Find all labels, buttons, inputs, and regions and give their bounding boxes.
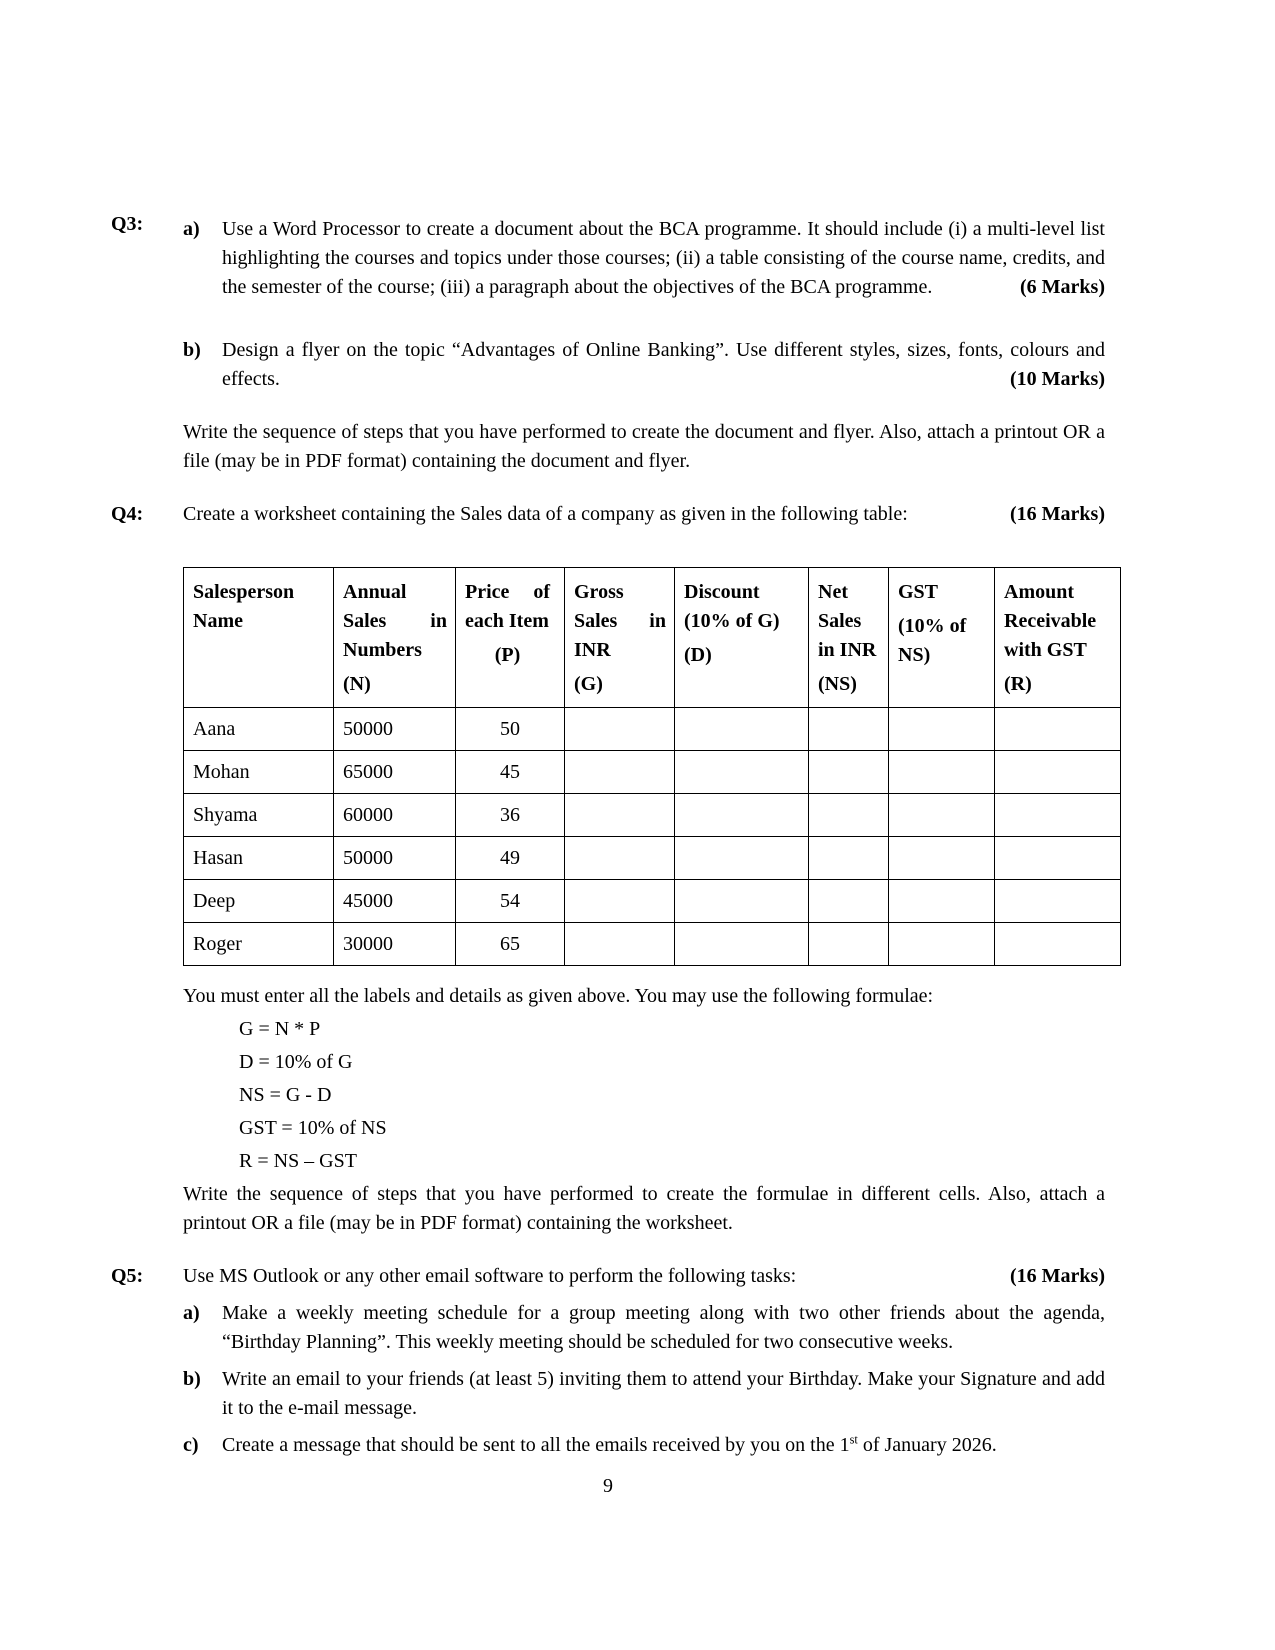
q5-item-c-text <box>222 1431 1105 1460</box>
table-cell <box>675 880 809 923</box>
table-cell <box>995 837 1121 880</box>
table-cell <box>889 708 995 751</box>
q3-item-a-marks: (6 Marks) <box>1020 276 1105 298</box>
formula-line: NS = G - D <box>239 1084 332 1106</box>
table-cell: Shyama <box>184 794 334 837</box>
q3-item-b <box>183 336 1105 394</box>
table-cell <box>809 837 889 880</box>
table-cell <box>889 880 995 923</box>
question-q5-body <box>183 1262 1105 1460</box>
table-cell: Mohan <box>184 751 334 794</box>
question-q5 <box>111 1262 1105 1460</box>
q5-item-c-suffix: of January 2026. <box>857 1434 997 1456</box>
table-cell: Aana <box>184 708 334 751</box>
q5-item-a-text: Make a weekly meeting schedule for a group meeting along with two other friends about the agenda, “Birthday Planning”. This weekly meeting should be scheduled for two consecutive weeks. <box>222 1302 1105 1353</box>
q4-note2: Write the sequence of steps that you have performed to create the formulae in different cells. Also, attach a printout OR a file (may be in PDF format) containing the worksheet. <box>183 1183 1105 1234</box>
q4-note: You must enter all the labels and details as given above. You may use the following formulae: <box>183 985 934 1007</box>
table-cell <box>675 837 809 880</box>
table-cell: 50000 <box>334 708 456 751</box>
table-cell: 65000 <box>334 751 456 794</box>
table-cell <box>565 794 675 837</box>
table-cell <box>995 794 1121 837</box>
table-cell <box>565 837 675 880</box>
table-row <box>184 708 1121 751</box>
table-cell <box>889 751 995 794</box>
table-cell: 65 <box>456 923 565 966</box>
table-cell <box>809 751 889 794</box>
table-cell: 50 <box>456 708 565 751</box>
q5-item-c-label: c) <box>183 1434 199 1456</box>
formula-line: R = NS – GST <box>239 1150 357 1172</box>
q3-item-a-body-text: Use a Word Processor to create a document about the BCA programme. It should include (i) a multi-level list highlighting the courses and topics under those courses; (ii) a table consisting of the course name, credits, and the semester of the course; (iii) a paragraph about the objectives of the BCA programme. <box>222 218 1105 298</box>
q5-item-a <box>183 1299 1105 1357</box>
formula-line: D = 10% of G <box>239 1051 353 1073</box>
q5-item-b-label: b) <box>183 1368 201 1390</box>
table-cell <box>565 708 675 751</box>
table-cell: 54 <box>456 880 565 923</box>
q5-item-c-prefix: Create a message that should be sent to all the emails received by you on the 1 <box>222 1434 850 1456</box>
table-row <box>184 880 1121 923</box>
q5-item-c-superscript: st <box>849 1432 858 1447</box>
question-label-q5: Q5: <box>111 1265 144 1287</box>
table-cell: 45 <box>456 751 565 794</box>
table-cell <box>675 923 809 966</box>
column-header: GST (10% of NS) <box>889 568 995 708</box>
table-row <box>184 751 1121 794</box>
q3-item-a <box>183 215 1105 302</box>
table-cell <box>995 923 1121 966</box>
table-cell <box>565 751 675 794</box>
column-header: Amount Receivable with GST (R) <box>995 568 1121 708</box>
q4-marks: (16 Marks) <box>1010 503 1105 525</box>
table-cell <box>565 880 675 923</box>
table-cell <box>675 751 809 794</box>
sales-table-header-row <box>184 568 1121 708</box>
question-q3-body <box>183 210 1105 476</box>
table-cell <box>995 751 1121 794</box>
table-cell: 50000 <box>334 837 456 880</box>
q5-item-b-text: Write an email to your friends (at least 5) inviting them to attend your Birthday. Make your Signature and add it to the e-mail message. <box>222 1368 1105 1419</box>
table-cell <box>995 708 1121 751</box>
q3-item-a-text <box>222 215 1105 302</box>
q5-marks: (16 Marks) <box>1010 1265 1105 1287</box>
question-q4-body <box>183 500 1105 1238</box>
table-cell: Hasan <box>184 837 334 880</box>
formula-line: GST = 10% of NS <box>239 1117 387 1139</box>
column-header: Salesperson Name <box>184 568 334 708</box>
q3-item-a-label: a) <box>183 218 200 240</box>
sales-table <box>183 567 1121 966</box>
table-cell <box>675 708 809 751</box>
table-cell: 49 <box>456 837 565 880</box>
table-cell: 60000 <box>334 794 456 837</box>
q4-heading-text: Create a worksheet containing the Sales data of a company as given in the following table: <box>183 503 908 525</box>
table-cell <box>809 880 889 923</box>
table-cell: 30000 <box>334 923 456 966</box>
table-cell <box>889 923 995 966</box>
column-header: Price of each Item (P) <box>456 568 565 708</box>
question-label-q4: Q4: <box>111 503 144 525</box>
q4-heading <box>183 500 1105 529</box>
table-cell <box>995 880 1121 923</box>
q3-item-b-body-text: Design a flyer on the topic “Advantages of Online Banking”. Use different styles, sizes, fonts, colours and effects. <box>222 339 1105 390</box>
page-number: 9 <box>603 1475 613 1497</box>
table-cell <box>809 923 889 966</box>
formula-line: G = N * P <box>239 1018 321 1040</box>
table-cell: Roger <box>184 923 334 966</box>
column-header: Net Sales in INR (NS) <box>809 568 889 708</box>
column-header: Gross Sales in INR (G) <box>565 568 675 708</box>
q3-item-b-text <box>222 336 1105 394</box>
table-row <box>184 794 1121 837</box>
table-cell: 36 <box>456 794 565 837</box>
question-label-q3: Q3: <box>111 213 144 235</box>
table-cell <box>809 794 889 837</box>
q3-note: Write the sequence of steps that you have performed to create the document and flyer. Also, attach a printout OR a file (may be in PDF format) containing the document and flyer. <box>183 421 1105 472</box>
question-q3 <box>111 210 1105 476</box>
table-cell <box>889 837 995 880</box>
table-row <box>184 923 1121 966</box>
q5-item-c <box>183 1431 1105 1460</box>
table-cell <box>675 794 809 837</box>
q3-item-b-marks: (10 Marks) <box>1010 368 1105 390</box>
table-row <box>184 837 1121 880</box>
q5-heading <box>183 1262 1105 1291</box>
column-header: Discount (10% of G) (D) <box>675 568 809 708</box>
table-cell <box>889 794 995 837</box>
column-header: Annual Sales in Numbers (N) <box>334 568 456 708</box>
q5-item-b <box>183 1365 1105 1423</box>
table-cell: 45000 <box>334 880 456 923</box>
q5-heading-text: Use MS Outlook or any other email software to perform the following tasks: <box>183 1265 797 1287</box>
table-cell <box>809 708 889 751</box>
question-q4 <box>111 500 1105 1238</box>
table-cell <box>565 923 675 966</box>
q3-item-b-label: b) <box>183 339 201 361</box>
q5-item-a-label: a) <box>183 1302 200 1324</box>
formulae-list <box>239 1015 1105 1176</box>
table-cell: Deep <box>184 880 334 923</box>
